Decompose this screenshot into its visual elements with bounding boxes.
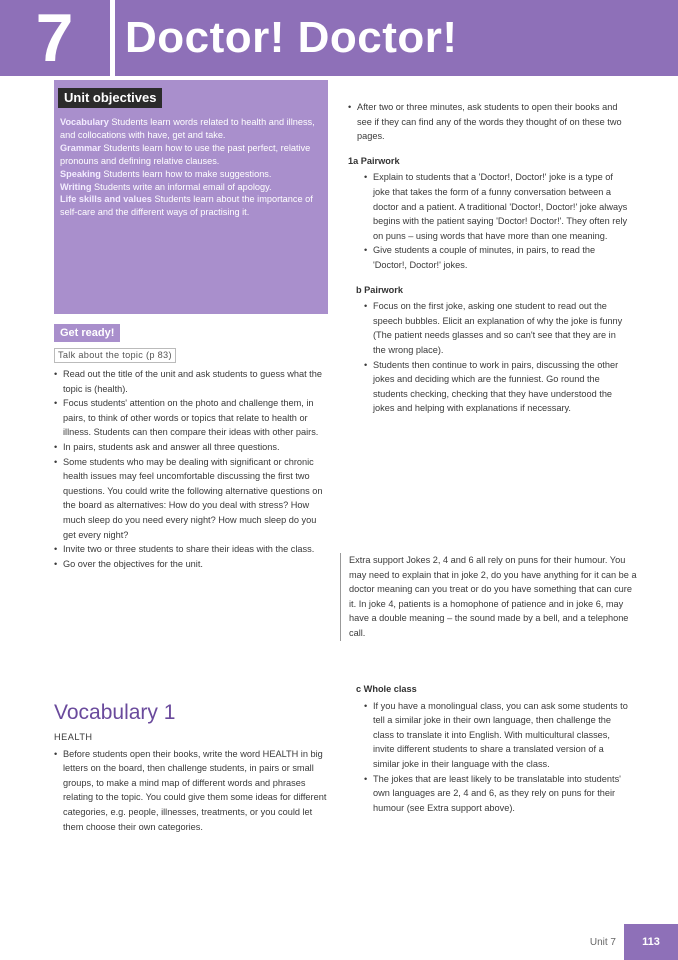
list-item: • Focus students' attention on the photo and challenge them, in pairs, to think of other words or topics that relate to health or illness. Students can then compare their ideas with other pairs. <box>54 396 330 440</box>
list-item: • Read out the title of the unit and ask students to guess what the topic is (health). <box>54 367 330 396</box>
list-item: • Give students a couple of minutes, in pairs, to read the 'Doctor!, Doctor!' jokes. <box>364 243 630 272</box>
objective-item: Speaking Students learn how to make suggestions. <box>60 168 272 179</box>
talk-about-topic-label: Talk about the topic (p 83) <box>54 348 176 363</box>
section-1b-list <box>348 299 630 416</box>
list-item: • If you have a monolingual class, you can ask some students to tell a similar joke in their own language, then challenge the class to translate it into English. With multicultural classes, invite different students to share a translated version of a similar joke in their language with the class. <box>364 699 630 772</box>
objective-item: Writing Students write an informal email of apology. <box>60 181 272 192</box>
list-item: • Before students open their books, write the word HEALTH in big letters on the board, then challenge students, in pairs or small groups, to make a mind map of different words and phrases relating to the topic. You could give them some ideas for different categories, e.g. people, illnesses, treatments, or you could let them choose their own categories. <box>54 747 330 835</box>
list-item: • In pairs, students ask and answer all three questions. <box>54 440 330 455</box>
page-number: 113 <box>624 924 678 960</box>
section-1a-list <box>348 170 630 272</box>
list-item: • Explain to students that a 'Doctor!, Doctor!' joke is a type of joke that takes the form of a funny conversation between a doctor and a patient. A traditional 'Doctor!, Doctor!' joke always begins with the patient saying 'Doctor! Doctor!'. They often rely on puns – using words that have more than one meaning. <box>364 170 630 243</box>
objective-item: Life skills and values Students learn about the importance of self-care and the different ways of practising it. <box>60 194 313 218</box>
section-1c <box>348 682 630 815</box>
list-item: • Students then continue to work in pairs, discussing the other jokes and deciding which are the funniest. Go round the students checking, checking that they have understood the jokes and helping with explanations if necessary. <box>364 358 630 416</box>
section-1b-label: b Pairwork <box>356 284 403 295</box>
section-1c-list <box>348 699 630 816</box>
list-item: • After two or three minutes, ask students to open their books and see if they can find any of the words they thought of on these two pages. <box>348 100 630 144</box>
list-item: • Some students who may be dealing with significant or chronic health issues may feel uncomfortable discussing the first two questions. You could write the following alternative questions on the board as alternatives: How do you deal with stress? How much sleep do you need every night? How much sleep do you get every night? <box>54 455 330 543</box>
vocabulary-subheading: HEALTH <box>54 732 93 742</box>
get-ready-label: Get ready! <box>54 324 120 342</box>
header-divider <box>110 0 115 76</box>
unit-header <box>0 0 678 76</box>
vocabulary-heading: Vocabulary 1 <box>54 701 176 724</box>
section-1c-label: c Whole class <box>356 684 417 694</box>
list-item: • Go over the objectives for the unit. <box>54 557 330 572</box>
get-ready-section <box>54 348 330 571</box>
list-item: • The jokes that are least likely to be translatable into students' own languages are 2, 4 and 6, as they rely on puns for their humour (see Extra support above). <box>364 772 630 816</box>
unit-objectives-box <box>54 80 328 314</box>
objectives-title: Unit objectives <box>58 88 162 108</box>
list-item: • Invite two or three students to share their ideas with the class. <box>54 542 330 557</box>
objectives-list <box>60 116 322 219</box>
footer-unit-label: Unit 7 <box>589 937 616 948</box>
objective-item: Grammar Students learn how to use the past perfect, relative pronouns and defining relative clauses. <box>60 142 311 166</box>
unit-number: 7 <box>35 0 73 76</box>
section-1a-label: 1a Pairwork <box>348 155 400 166</box>
right-column <box>348 100 630 416</box>
extra-support-note: Extra support Jokes 2, 4 and 6 all rely on puns for their humour. You may need to explain that in joke 2, do you have anything for it can be a doctor meaning can you treat or do you have something that can cure it. In joke 4, patients is a homophone of patience and in joke 6, may have a double meaning – the sound made by a bell, and a telephone call. <box>340 553 639 641</box>
unit-title: Doctor! Doctor! <box>125 13 458 62</box>
vocabulary-section <box>54 730 330 834</box>
objective-item: Vocabulary Students learn words related to health and illness, and collocations with have, get and take. <box>60 117 315 140</box>
list-item: • Focus on the first joke, asking one student to read out the speech bubbles. Elicit an explanation of why the joke is funny (The patient needs glasses and so can't see that they are in the wrong place). <box>364 299 630 357</box>
